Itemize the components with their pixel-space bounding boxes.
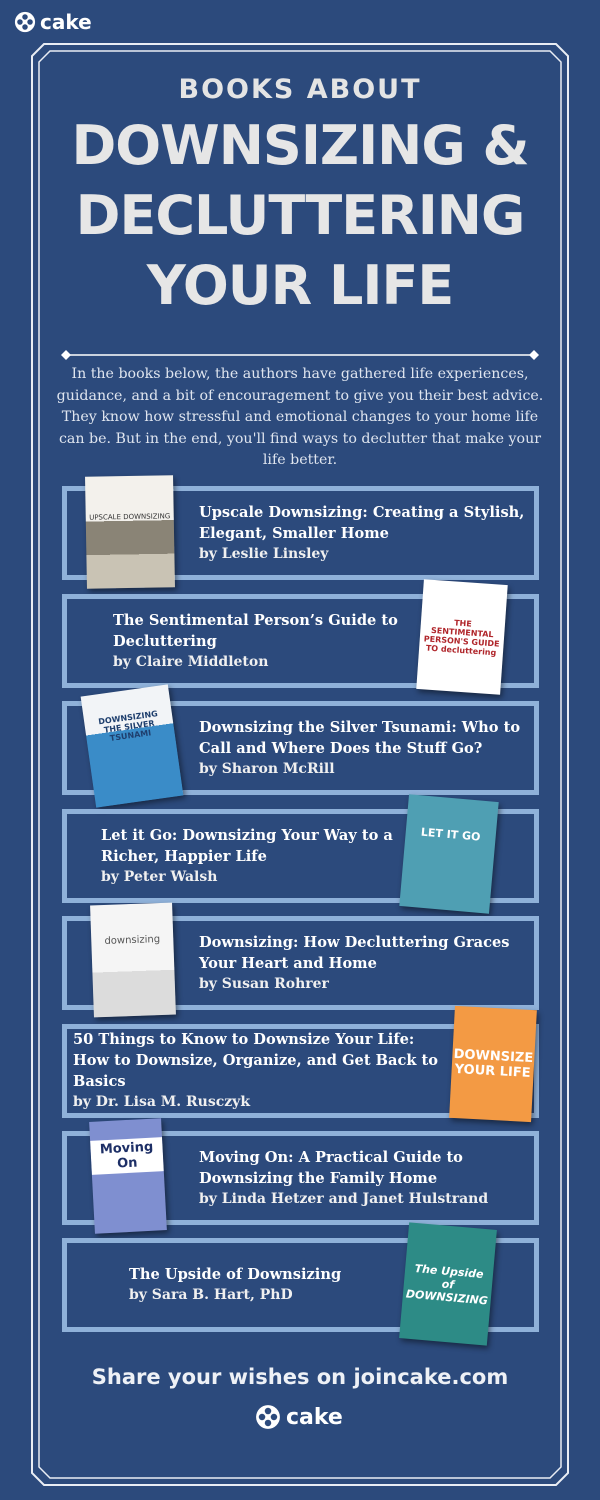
cake-flower-icon bbox=[14, 11, 36, 33]
book-author: by Linda Hetzer and Janet Hulstrand bbox=[199, 1190, 489, 1207]
book-author: by Claire Middleton bbox=[113, 653, 269, 670]
title-line: YOUR LIFE bbox=[146, 254, 454, 317]
book-cover[interactable] bbox=[399, 794, 498, 913]
cover-title: THE SENTIMENTAL PERSON'S GUIDE TO decluttering bbox=[423, 618, 500, 658]
book-title: 50 Things to Know to Downsize Your Life: How to Downsize, Organize, and Get Back to Basics bbox=[73, 1031, 438, 1090]
book-author: by Peter Walsh bbox=[101, 868, 218, 885]
book-cover[interactable] bbox=[90, 903, 176, 1018]
book-title: Downsizing: How Decluttering Graces Your Heart and Home bbox=[199, 933, 510, 972]
book-info bbox=[199, 1136, 539, 1220]
book-info bbox=[199, 491, 539, 575]
book-author: by Sara B. Hart, PhD bbox=[129, 1287, 293, 1303]
logo-text: cake bbox=[40, 10, 92, 34]
cover-title: The Upside of DOWNSIZING bbox=[405, 1261, 489, 1308]
intro-paragraph: In the books below, the authors have gathered life experiences, guidance, and a bit of encouragement to give you their best advice. They know how stressful and emotional changes to your home life can be. But in the end, you'll find ways to declutter that make your life better. bbox=[56, 366, 544, 469]
title-kicker: BOOKS ABOUT bbox=[178, 74, 422, 105]
book-info bbox=[199, 921, 539, 1005]
cover-title: DOWNSIZING THE SILVER TSUNAMI bbox=[97, 708, 159, 743]
page-title bbox=[0, 111, 600, 321]
book-title: Downsizing the Silver Tsunami: Who to Call and Where Does the Stuff Go? bbox=[199, 718, 521, 757]
cake-flower-icon bbox=[255, 1404, 281, 1430]
book-info bbox=[129, 1243, 429, 1327]
cover-title: UPSCALE DOWNSIZING bbox=[89, 512, 171, 522]
book-cover[interactable] bbox=[399, 1222, 497, 1345]
title-line: DOWNSIZING & bbox=[71, 114, 529, 177]
book-author: by Susan Rohrer bbox=[199, 975, 329, 992]
logo-text: cake bbox=[286, 1404, 343, 1430]
book-title: Upscale Downsizing: Creating a Stylish, Elegant, Smaller Home bbox=[199, 503, 525, 542]
book-cover[interactable] bbox=[416, 579, 507, 695]
cover-title: LET IT GO bbox=[420, 824, 482, 844]
cover-title: Moving On bbox=[90, 1137, 164, 1175]
book-title: The Upside of Downsizing bbox=[129, 1266, 342, 1283]
book-cover[interactable] bbox=[449, 1006, 537, 1122]
book-title: Let it Go: Downsizing Your Way to a Richer, Happier Life bbox=[101, 826, 393, 865]
book-title: The Sentimental Person’s Guide to Decluttering bbox=[113, 611, 398, 650]
book-author: by Sharon McRill bbox=[199, 760, 335, 777]
book-info bbox=[199, 706, 539, 790]
book-cover[interactable] bbox=[81, 684, 184, 807]
cover-title: DOWNSIZE YOUR LIFE bbox=[453, 1046, 534, 1081]
book-info bbox=[101, 814, 401, 898]
divider bbox=[60, 346, 540, 358]
title-block bbox=[0, 74, 600, 321]
footer-cta[interactable]: Share your wishes on joincake.com bbox=[91, 1365, 509, 1389]
book-cover[interactable] bbox=[85, 475, 175, 589]
book-info bbox=[73, 1029, 453, 1113]
book-title: Moving On: A Practical Guide to Downsizing the Family Home bbox=[199, 1148, 463, 1187]
book-author: by Leslie Linsley bbox=[199, 545, 329, 562]
cover-title: downsizing bbox=[104, 933, 161, 947]
footer-cake-logo[interactable] bbox=[255, 1404, 343, 1430]
book-cover[interactable] bbox=[89, 1118, 167, 1234]
book-author: by Dr. Lisa M. Rusczyk bbox=[73, 1094, 251, 1110]
cake-logo[interactable] bbox=[14, 10, 92, 34]
book-info bbox=[113, 599, 413, 683]
title-line: DECLUTTERING bbox=[75, 184, 525, 247]
